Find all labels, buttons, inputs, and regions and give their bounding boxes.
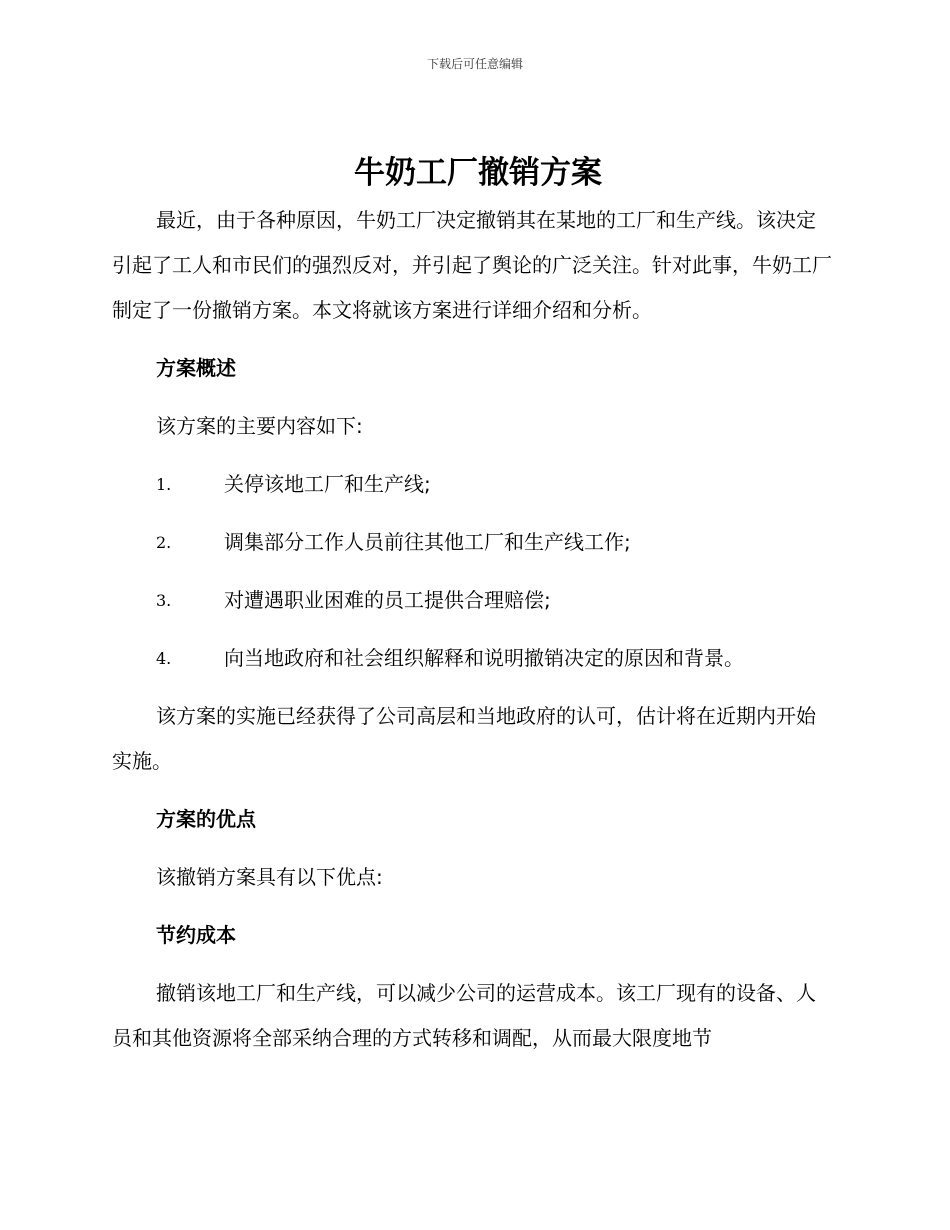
- list-number: 3.: [156, 591, 172, 610]
- header-note: 下载后可任意编辑: [426, 57, 523, 71]
- advantages-lead: 该撤销方案具有以下优点:: [156, 865, 383, 889]
- list-text: 对遭遇职业困难的员工提供合理赔偿;: [224, 588, 551, 612]
- list-item: [112, 462, 832, 507]
- list-text: 向当地政府和社会组织解释和说明撤销决定的原因和背景。: [224, 646, 744, 670]
- document-body: [112, 148, 832, 1061]
- list-number: 1.: [156, 475, 172, 494]
- list-number: 2.: [156, 533, 172, 552]
- overview-lead: 该方案的主要内容如下:: [156, 414, 363, 438]
- list-text: 关停该地工厂和生产线;: [224, 472, 431, 496]
- document-title: 牛奶工厂撤销方案: [354, 155, 602, 191]
- cost-saving-paragraph: 撤销该地工厂和生产线，可以减少公司的运营成本。该工厂现有的设备、人员和其他资源将全部采纳合理的方式转移和调配，从而最大限度地节: [112, 981, 816, 1050]
- list-item: [112, 520, 832, 565]
- section-heading-advantages: 方案的优点: [156, 807, 256, 831]
- list-item: [112, 636, 832, 681]
- section-heading-cost-saving: 节约成本: [156, 923, 236, 947]
- section-heading-overview: 方案概述: [156, 356, 236, 380]
- overview-closing: 该方案的实施已经获得了公司高层和当地政府的认可，估计将在近期内开始实施。: [112, 704, 816, 773]
- list-number: 4.: [156, 649, 172, 668]
- list-text: 调集部分工作人员前往其他工厂和生产线工作;: [224, 530, 631, 554]
- intro-paragraph: 最近，由于各种原因，牛奶工厂决定撤销其在某地的工厂和生产线。该决定引起了工人和市民们的强烈反对，并引起了舆论的广泛关注。针对此事，牛奶工厂制定了一份撤销方案。本文将就该方案进行详细介绍和分析。: [112, 208, 832, 322]
- list-item: [112, 578, 832, 623]
